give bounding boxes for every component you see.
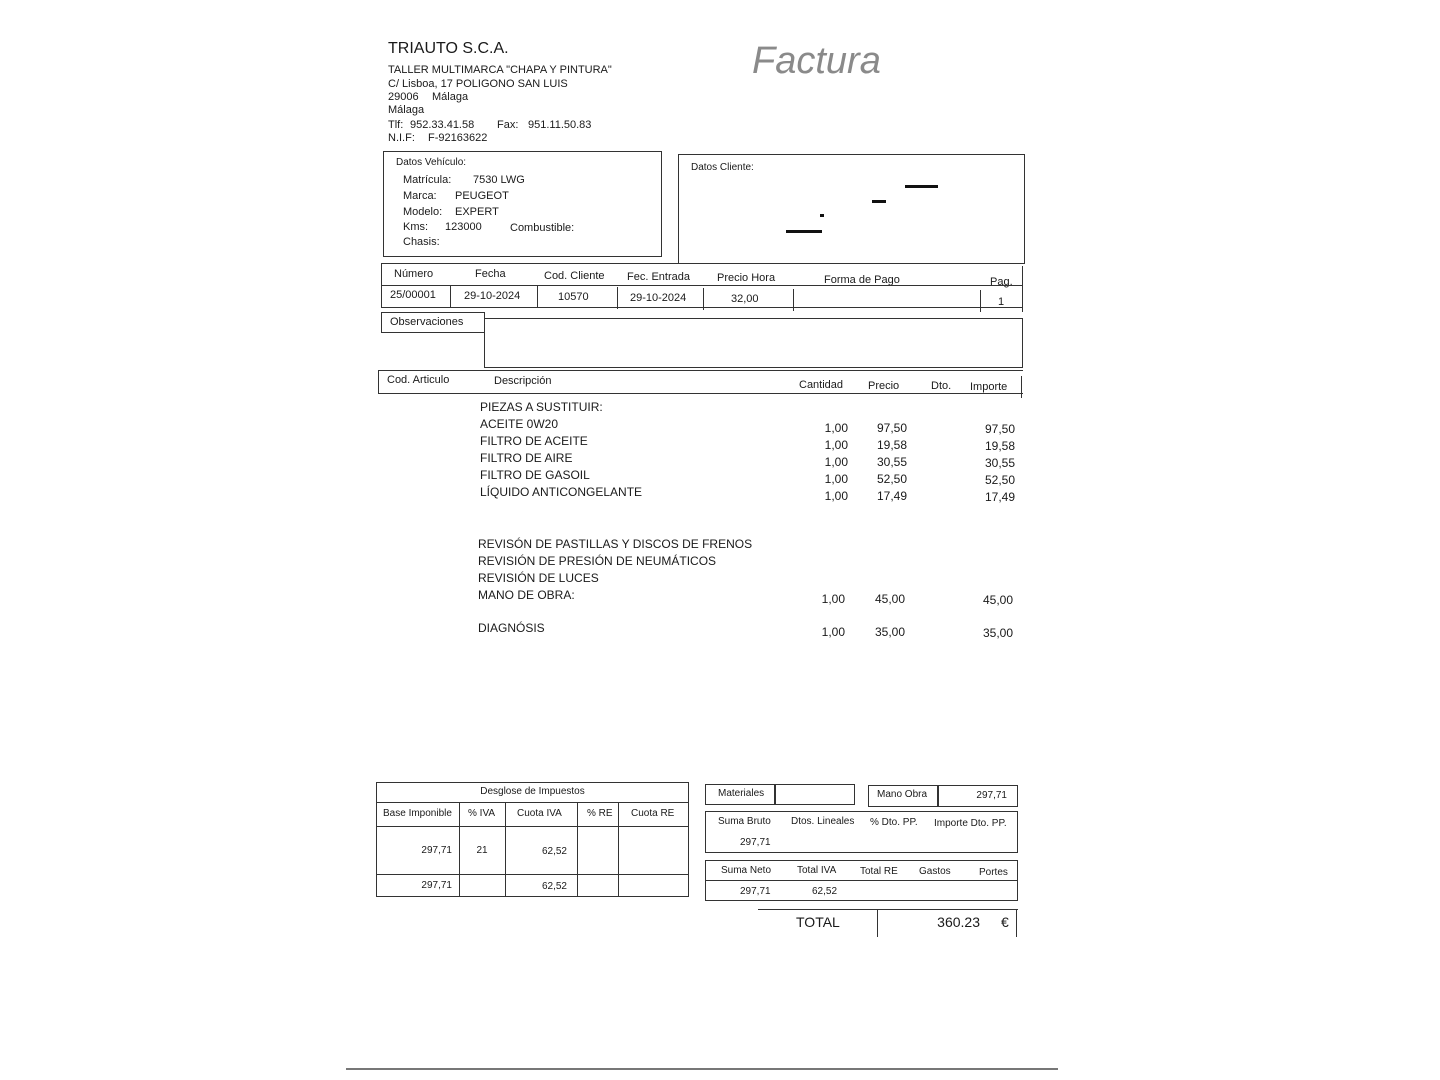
company-city: Málaga <box>432 91 469 103</box>
divider <box>537 286 538 308</box>
header-payment: Forma de Pago <box>824 274 900 286</box>
divider <box>378 370 379 393</box>
item-amount: 97,50 <box>984 422 1015 436</box>
gross-label: Suma Bruto <box>718 816 771 827</box>
item-amount: 17,49 <box>984 490 1015 504</box>
item-price: 52,50 <box>876 472 907 486</box>
header-date: Fecha <box>475 268 506 280</box>
total-label: TOTAL <box>796 914 840 930</box>
total-re-label: Total RE <box>860 866 898 877</box>
items-header-description: Descripción <box>494 375 552 387</box>
item-quantity: 1,00 <box>821 592 845 606</box>
nif-value: F-92163622 <box>428 132 488 144</box>
redaction-mark <box>786 230 822 233</box>
divider <box>617 287 618 309</box>
item-amount: 35,00 <box>982 626 1013 640</box>
item-quantity: 1,00 <box>824 438 848 452</box>
phone-value: 952.33.41.58 <box>410 119 475 131</box>
divider <box>376 802 689 803</box>
divider <box>877 909 878 937</box>
divider <box>577 802 578 897</box>
pp-pct-label: % Dto. PP. <box>870 817 918 828</box>
tax-total-base: 297,71 <box>421 880 452 891</box>
header-number: Número <box>394 268 434 280</box>
nif-label: N.I.F: <box>388 132 415 144</box>
materials-label: Materiales <box>718 788 765 799</box>
fuel-label: Combustible: <box>510 222 575 234</box>
item-quantity: 1,00 <box>821 625 845 639</box>
item-quantity: 1,00 <box>824 489 848 503</box>
tax-total-iva: 62,52 <box>541 881 567 892</box>
header-client-code: Cod. Cliente <box>544 270 605 282</box>
divider <box>1022 266 1023 290</box>
brand-label: Marca: <box>403 190 437 202</box>
item-description: LÍQUIDO ANTICONGELANTE <box>480 485 643 499</box>
client-section-label: Datos Cliente: <box>691 162 754 173</box>
taxes-header-re-pct: % RE <box>587 808 613 819</box>
shipping-label: Portes <box>979 867 1008 878</box>
divider <box>703 288 704 310</box>
taxes-title: Desglose de Impuestos <box>480 786 585 797</box>
expenses-label: Gastos <box>919 866 951 877</box>
plate-value: 7530 LWG <box>473 174 525 186</box>
brand-value: PEUGEOT <box>455 190 509 202</box>
pp-amount-label: Importe Dto. PP. <box>934 818 1007 829</box>
divider <box>793 289 794 311</box>
net-label: Suma Neto <box>721 865 772 876</box>
invoice-number: 25/00001 <box>390 289 436 301</box>
observations-label: Observaciones <box>390 316 464 328</box>
divider <box>705 880 1018 881</box>
divider <box>378 393 1023 394</box>
tax-base: 297,71 <box>421 845 452 856</box>
items-header-discount: Dto. <box>931 380 952 392</box>
item-quantity: 1,00 <box>824 455 848 469</box>
observations-field <box>484 318 1023 368</box>
phone-label: Tlf: <box>388 119 404 131</box>
item-amount: 45,00 <box>982 593 1013 607</box>
net-value: 297,71 <box>740 886 771 897</box>
item-description: FILTRO DE ACEITE <box>480 434 588 448</box>
divider <box>376 826 689 827</box>
divider <box>381 285 382 307</box>
kms-label: Kms: <box>403 221 429 233</box>
divider <box>450 285 451 307</box>
total-iva-value: 62,52 <box>812 886 838 897</box>
chassis-label: Chasis: <box>403 236 440 248</box>
fax-value: 951.11.50.83 <box>528 119 592 131</box>
divider <box>1016 909 1017 937</box>
header-hour-price: Precio Hora <box>717 272 776 284</box>
item-price: 30,55 <box>876 455 907 469</box>
document-title: Factura <box>752 40 881 82</box>
items-header-code: Cod. Articulo <box>387 374 450 386</box>
divider <box>459 802 460 897</box>
item-description: ACEITE 0W20 <box>480 417 559 431</box>
item-description: FILTRO DE AIRE <box>480 451 573 465</box>
taxes-header-iva: Cuota IVA <box>517 808 562 819</box>
tax-iva: 62,52 <box>541 846 567 857</box>
item-amount: 52,50 <box>984 473 1015 487</box>
invoice-client-code: 10570 <box>558 291 589 303</box>
divider <box>381 263 382 285</box>
total-iva-label: Total IVA <box>797 865 837 876</box>
item-description: DIAGNÓSIS <box>478 621 545 635</box>
redaction-mark <box>905 185 938 188</box>
taxes-header-re: Cuota RE <box>631 808 675 819</box>
items-header-price: Precio <box>868 380 900 392</box>
redaction-mark <box>820 214 824 217</box>
total-currency: € <box>1001 914 1009 930</box>
invoice-entry-date: 29-10-2024 <box>630 292 687 304</box>
item-price: 45,00 <box>874 592 905 606</box>
divider <box>1022 290 1023 312</box>
items-header-amount: Importe <box>970 381 1008 393</box>
item-amount: 19,58 <box>984 439 1015 453</box>
item-description: MANO DE OBRA: <box>478 588 575 602</box>
item-price: 17,49 <box>876 489 907 503</box>
item-description: FILTRO DE GASOIL <box>480 468 590 482</box>
redaction-mark <box>872 200 886 203</box>
divider <box>378 370 1023 371</box>
items-header-quantity: Cantidad <box>799 379 844 391</box>
item-description: REVISIÓN DE LUCES <box>478 571 599 585</box>
divider <box>376 874 689 875</box>
invoice-hour-price: 32,00 <box>731 293 759 305</box>
header-page: Pag. <box>990 276 1013 288</box>
item-price: 19,58 <box>876 438 907 452</box>
item-description: PIEZAS A SUSTITUIR: <box>480 400 603 414</box>
labor-label: Mano Obra <box>877 789 928 800</box>
total-value: 360.23 <box>937 914 980 930</box>
kms-value: 123000 <box>445 221 482 233</box>
materials-value-box <box>775 784 855 805</box>
model-label: Modelo: <box>403 206 443 218</box>
taxes-header-base: Base Imponible <box>383 808 452 819</box>
divider <box>758 909 1018 910</box>
company-postal: 29006 <box>388 91 419 103</box>
vehicle-section-label: Datos Vehículo: <box>396 157 467 168</box>
labor-value: 297,71 <box>976 790 1007 801</box>
taxes-header-iva-pct: % IVA <box>468 808 496 819</box>
item-price: 97,50 <box>876 421 907 435</box>
plate-label: Matrícula: <box>403 174 452 186</box>
scan-edge <box>346 1068 1058 1070</box>
fax-label: Fax: <box>497 119 519 131</box>
item-price: 35,00 <box>874 625 905 639</box>
invoice-date: 29-10-2024 <box>464 290 521 302</box>
company-subtitle: TALLER MULTIMARCA "CHAPA Y PINTURA" <box>388 64 612 76</box>
company-province: Málaga <box>388 104 425 116</box>
header-entry-date: Fec. Entrada <box>627 271 690 283</box>
line-discounts-label: Dtos. Lineales <box>791 816 855 827</box>
divider <box>618 802 619 897</box>
divider <box>505 802 506 897</box>
divider <box>980 290 981 312</box>
company-address: C/ Lisboa, 17 POLIGONO SAN LUIS <box>388 78 568 90</box>
divider <box>1021 376 1022 398</box>
divider <box>381 307 1023 308</box>
divider <box>381 285 1023 286</box>
company-name: TRIAUTO S.C.A. <box>388 40 509 57</box>
gross-value: 297,71 <box>740 837 771 848</box>
item-description: REVISIÓN DE PRESIÓN DE NEUMÁTICOS <box>478 554 717 568</box>
item-quantity: 1,00 <box>824 472 848 486</box>
model-value: EXPERT <box>455 206 499 218</box>
item-quantity: 1,00 <box>824 421 848 435</box>
item-amount: 30,55 <box>984 456 1015 470</box>
divider <box>381 263 1023 264</box>
invoice-page: 1 <box>998 296 1005 308</box>
item-description: REVISÓN DE PASTILLAS Y DISCOS DE FRENOS <box>478 537 753 551</box>
tax-iva-pct: 21 <box>476 845 488 856</box>
